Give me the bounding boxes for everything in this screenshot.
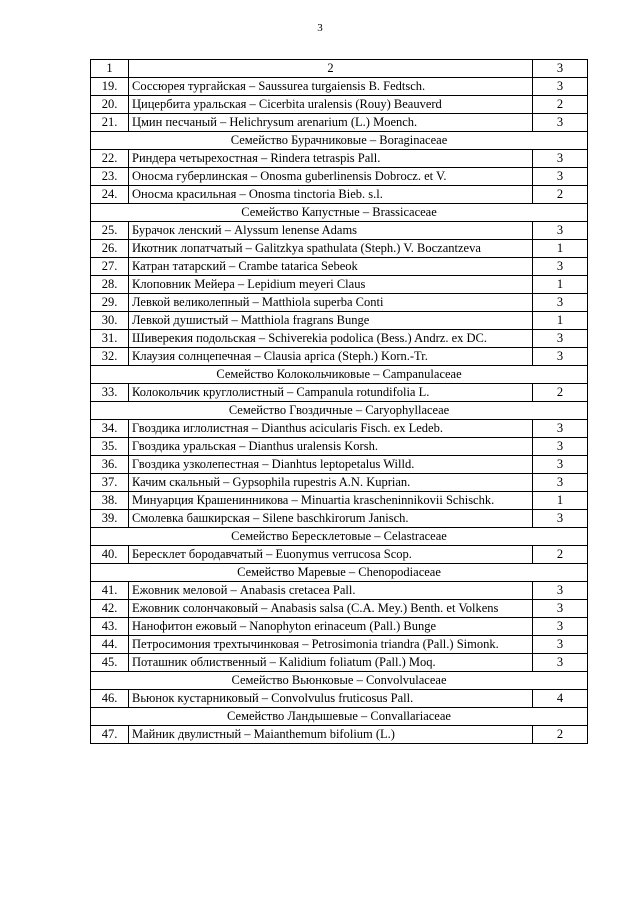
species-name: Петросимония трехтычинковая – Petrosimonia triandra (Pall.) Simonk. [129, 636, 533, 654]
row-number: 27. [91, 258, 129, 276]
header-col-1: 1 [91, 60, 129, 78]
table-row [91, 654, 588, 672]
row-number: 25. [91, 222, 129, 240]
species-name: Цицербита уральская – Cicerbita uralensis (Rouy) Beauverd [129, 96, 533, 114]
species-name: Шиверекия подольская – Schiverekia podolica (Bess.) Andrz. ex DC. [129, 330, 533, 348]
category: 3 [533, 348, 588, 366]
table-row [91, 546, 588, 564]
table-row [91, 726, 588, 744]
species-name: Колокольчик круглолистный – Campanula rotundifolia L. [129, 384, 533, 402]
species-name: Соссюрея тургайская – Saussurea turgaiensis B. Fedtsch. [129, 78, 533, 96]
category: 1 [533, 492, 588, 510]
category: 1 [533, 240, 588, 258]
table-row [91, 240, 588, 258]
table-row [91, 510, 588, 528]
species-name: Смолевка башкирская – Silene baschkirorum Janisch. [129, 510, 533, 528]
category: 2 [533, 186, 588, 204]
table-row [91, 636, 588, 654]
page-number: 3 [317, 22, 323, 34]
family-row [91, 204, 588, 222]
row-number: 40. [91, 546, 129, 564]
row-number: 19. [91, 78, 129, 96]
row-number: 22. [91, 150, 129, 168]
row-number: 34. [91, 420, 129, 438]
species-name: Оносма красильная – Onosma tinctoria Bieb. s.l. [129, 186, 533, 204]
row-number: 31. [91, 330, 129, 348]
row-number: 46. [91, 690, 129, 708]
family-name: Семейство Колокольчиковые – Campanulaceae [91, 366, 588, 384]
table-row [91, 690, 588, 708]
category: 1 [533, 312, 588, 330]
category: 3 [533, 474, 588, 492]
table-row [91, 114, 588, 132]
species-name: Гвоздика узколепестная – Dianhtus leptopetalus Willd. [129, 456, 533, 474]
species-name: Клаузия солнцепечная – Clausia aprica (Steph.) Korn.-Tr. [129, 348, 533, 366]
row-number: 39. [91, 510, 129, 528]
category: 3 [533, 114, 588, 132]
row-number: 23. [91, 168, 129, 186]
table-row [91, 276, 588, 294]
row-number: 45. [91, 654, 129, 672]
category: 3 [533, 222, 588, 240]
row-number: 43. [91, 618, 129, 636]
row-number: 20. [91, 96, 129, 114]
table-row [91, 186, 588, 204]
table-row [91, 420, 588, 438]
row-number: 33. [91, 384, 129, 402]
row-number: 47. [91, 726, 129, 744]
species-table-body [91, 60, 588, 744]
table-row [91, 78, 588, 96]
table-row [91, 312, 588, 330]
table-row [91, 600, 588, 618]
row-number: 24. [91, 186, 129, 204]
row-number: 28. [91, 276, 129, 294]
family-name: Семейство Вьюнковые – Convolvulaceae [91, 672, 588, 690]
category: 3 [533, 294, 588, 312]
family-row [91, 672, 588, 690]
category: 3 [533, 654, 588, 672]
family-row [91, 132, 588, 150]
row-number: 44. [91, 636, 129, 654]
family-row [91, 402, 588, 420]
table-row [91, 618, 588, 636]
species-name: Катран татарский – Crambe tatarica Sebeok [129, 258, 533, 276]
category: 3 [533, 438, 588, 456]
category: 3 [533, 618, 588, 636]
species-name: Риндера четырехостная – Rindera tetraspis Pall. [129, 150, 533, 168]
species-name: Гвоздика иглолистная – Dianthus acicularis Fisch. ex Ledeb. [129, 420, 533, 438]
category: 3 [533, 258, 588, 276]
family-row [91, 708, 588, 726]
category: 2 [533, 384, 588, 402]
species-name: Вьюнок кустарниковый – Convolvulus fruticosus Pall. [129, 690, 533, 708]
table-row [91, 582, 588, 600]
category: 3 [533, 600, 588, 618]
table-row [91, 330, 588, 348]
row-number: 38. [91, 492, 129, 510]
table-row [91, 438, 588, 456]
table-row [91, 96, 588, 114]
row-number: 29. [91, 294, 129, 312]
category: 3 [533, 582, 588, 600]
category: 3 [533, 636, 588, 654]
category: 2 [533, 546, 588, 564]
species-name: Левкой великолепный – Matthiola superba Conti [129, 294, 533, 312]
category: 1 [533, 276, 588, 294]
species-name: Клоповник Мейера – Lepidium meyeri Claus [129, 276, 533, 294]
species-name: Ежовник меловой – Anabasis cretacea Pall. [129, 582, 533, 600]
family-name: Семейство Бурачниковые – Boraginaceae [91, 132, 588, 150]
table-row [91, 258, 588, 276]
category: 3 [533, 456, 588, 474]
species-table [90, 59, 588, 744]
family-name: Семейство Гвоздичные – Caryophyllaceae [91, 402, 588, 420]
species-name: Икотник лопатчатый – Galitzkya spathulata (Steph.) V. Boczantzeva [129, 240, 533, 258]
species-name: Цмин песчаный – Helichrysum arenarium (L.) Moench. [129, 114, 533, 132]
species-name: Левкой душистый – Matthiola fragrans Bunge [129, 312, 533, 330]
row-number: 32. [91, 348, 129, 366]
family-name: Семейство Ландышевые – Convallariaceae [91, 708, 588, 726]
row-number: 36. [91, 456, 129, 474]
category: 2 [533, 96, 588, 114]
species-name: Бересклет бородавчатый – Euonymus verrucosa Scop. [129, 546, 533, 564]
category: 3 [533, 510, 588, 528]
table-row [91, 348, 588, 366]
header-col-2: 2 [129, 60, 533, 78]
table-row [91, 294, 588, 312]
species-name: Нанофитон ежовый – Nanophyton erinaceum (Pall.) Bunge [129, 618, 533, 636]
family-name: Семейство Капустные – Brassicaceae [91, 204, 588, 222]
table-row [91, 168, 588, 186]
category: 3 [533, 168, 588, 186]
category: 4 [533, 690, 588, 708]
table-header-row [91, 60, 588, 78]
row-number: 42. [91, 600, 129, 618]
row-number: 26. [91, 240, 129, 258]
row-number: 37. [91, 474, 129, 492]
category: 3 [533, 78, 588, 96]
table-row [91, 222, 588, 240]
table-row [91, 474, 588, 492]
species-name: Оносма губерлинская – Onosma guberlinensis Dobrocz. et V. [129, 168, 533, 186]
row-number: 30. [91, 312, 129, 330]
species-name: Майник двулистный – Maianthemum bifolium (L.) [129, 726, 533, 744]
family-name: Семейство Маревые – Chenopodiaceae [91, 564, 588, 582]
table-row [91, 150, 588, 168]
table-row [91, 492, 588, 510]
table-row [91, 456, 588, 474]
category: 3 [533, 330, 588, 348]
header-col-3: 3 [533, 60, 588, 78]
species-name: Ежовник солончаковый – Anabasis salsa (C.A. Mey.) Benth. et Volkens [129, 600, 533, 618]
row-number: 35. [91, 438, 129, 456]
row-number: 41. [91, 582, 129, 600]
category: 3 [533, 420, 588, 438]
category: 3 [533, 150, 588, 168]
species-name: Бурачок ленский – Alyssum lenense Adams [129, 222, 533, 240]
species-name: Гвоздика уральская – Dianthus uralensis Korsh. [129, 438, 533, 456]
family-row [91, 528, 588, 546]
table-row [91, 384, 588, 402]
category: 2 [533, 726, 588, 744]
species-name: Минуарция Крашенинникова – Minuartia krascheninnikovii Schischk. [129, 492, 533, 510]
species-name: Качим скальный – Gypsophila rupestris A.N. Kuprian. [129, 474, 533, 492]
family-name: Семейство Бересклетовые – Celastraceae [91, 528, 588, 546]
species-name: Поташник облиственный – Kalidium foliatum (Pall.) Moq. [129, 654, 533, 672]
family-row [91, 366, 588, 384]
row-number: 21. [91, 114, 129, 132]
family-row [91, 564, 588, 582]
